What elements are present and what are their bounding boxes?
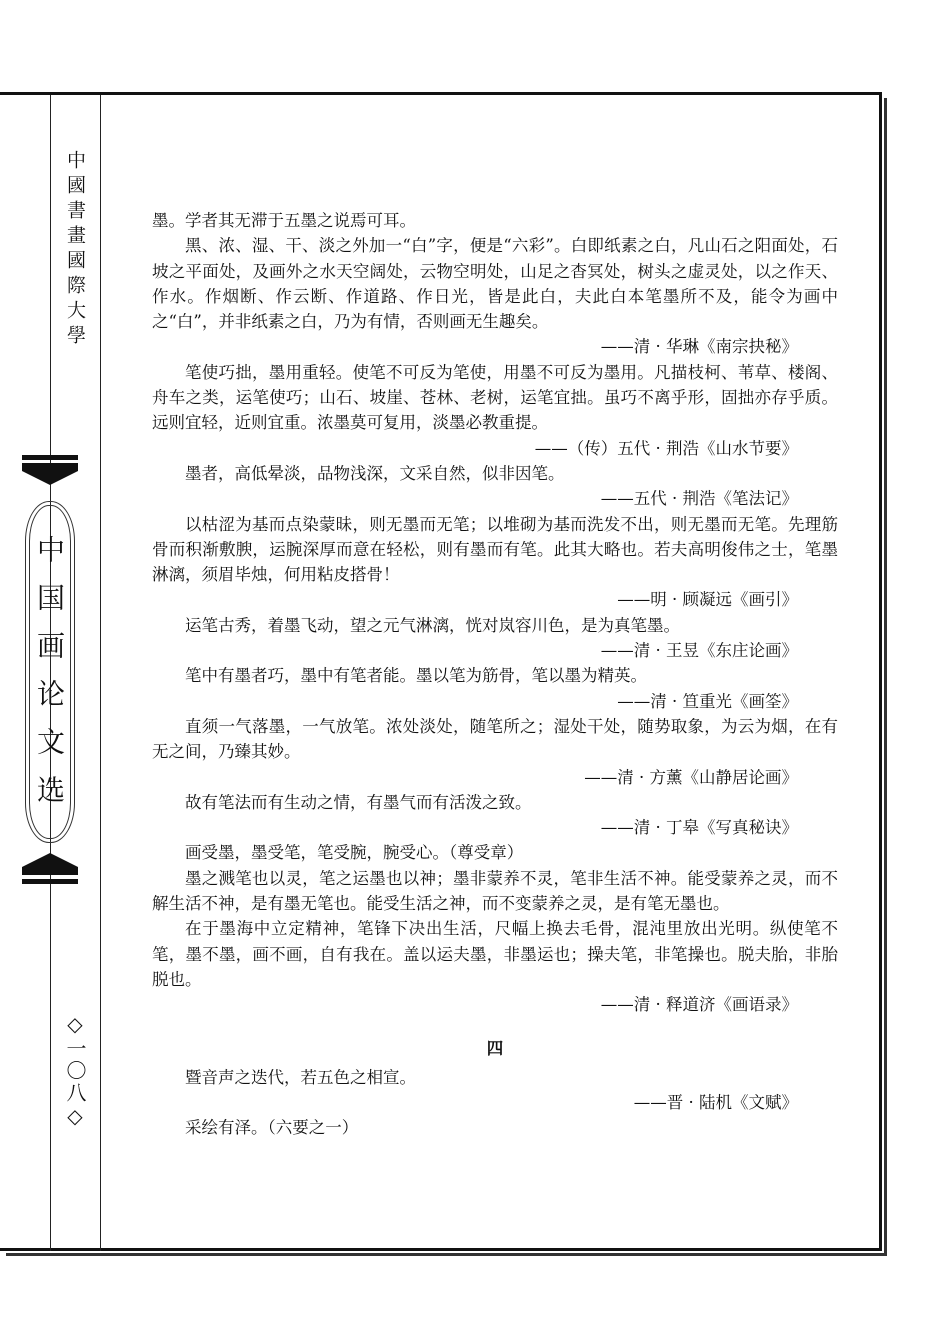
main-text <box>152 208 838 1141</box>
source-citation: ——五代 · 荆浩《笔法记》 <box>600 489 798 509</box>
frame-shadow-right <box>884 98 887 1256</box>
source-citation: ——（传）五代 · 荆浩《山水节要》 <box>534 438 798 458</box>
paragraph: 暨音声之迭代，若五色之相宣。 <box>185 1067 416 1087</box>
paragraph: 墨者，高低晕淡，品物浅深，文采自然，似非因笔。 <box>185 463 565 483</box>
paragraph: 黑、浓、湿、干、淡之外加一“白”字，便是“六彩”。白即纸素之白，凡山石之阳面处，石坡之平面处，及画外之水天空阔处，云物空明处，山足之杳冥处，树头之虚灵处，以之作天、作水。作烟断、作云断、作道路、作日光，皆是此白，夫此白本笔墨所不及，能令为画中之“白”，并非纸素之白，乃为有情，否则画无生趣矣。 <box>152 236 838 332</box>
source-citation: ——明 · 顾凝远《画引》 <box>617 590 798 610</box>
paragraph: 墨之溅笔也以灵，笔之运墨也以神；墨非蒙养不灵，笔非生活不神。能受蒙养之灵，而不解生活不神，是有墨无笔也。能受生活之神，而不变蒙养之灵，是有笔无墨也。 <box>152 868 838 914</box>
cartouche-bottom-chevron-icon <box>22 853 78 875</box>
paragraph: 以枯涩为基而点染蒙昧，则无墨而无笔；以堆砌为基而洗发不出，则无墨而无笔。先理筋骨而积渐敷腴，运腕深厚而意在轻松，则有墨而有笔。此其大略也。若夫高明俊伟之士，笔墨淋漓，须眉毕烛，何用粘皮搭骨！ <box>152 514 838 585</box>
frame-shadow-bottom <box>6 1253 887 1256</box>
paragraph: 笔使巧拙，墨用重轻。使笔不可反为笔使，用墨不可反为墨用。凡描枝柯、苇草、楼阁、舟车之类，运笔使巧；山石、坡崖、苍林、老树，运笔宜拙。虽巧不离乎形，固拙亦存乎质。远则宜轻，近则宜重。浓墨莫可复用，淡墨必教重提。 <box>152 362 838 433</box>
paragraph: 在于墨海中立定精神，笔锋下决出生活，尺幅上换去毛骨，混沌里放出光明。纵使笔不笔，墨不墨，画不画，自有我在。盖以运夫墨，非墨运也；操夫笔，非笔操也。脱夫胎，非胎脱也。 <box>152 919 838 989</box>
source-citation: ——清 · 华琳《南宗抉秘》 <box>600 337 798 357</box>
paragraph: 直须一气落墨，一气放笔。浓处淡处，随笔所之；湿处干处，随势取象，为云为烟，在有无之间，乃臻其妙。 <box>152 716 838 762</box>
source-citation: ——清 · 释道济《画语录》 <box>600 995 798 1015</box>
paragraph: 墨。学者其无滞于五墨之说焉可耳。 <box>152 211 416 230</box>
paragraph: 画受墨，墨受笔，笔受腕，腕受心。（尊受章） <box>185 843 524 863</box>
book-title: 中国画论文选 <box>33 535 66 823</box>
section-heading: 四 <box>486 1038 504 1058</box>
source-citation: ——清 · 王昱《东庄论画》 <box>600 641 798 661</box>
frame-top-rule <box>0 92 882 95</box>
spacer <box>152 1018 838 1030</box>
source-citation: ——晋 · 陆机《文赋》 <box>633 1093 798 1113</box>
source-citation: ——清 · 笪重光《画筌》 <box>617 691 798 711</box>
paragraph: 运笔古秀，着墨飞动，望之元气淋漓，恍对岚容川色，是为真笔墨。 <box>185 615 680 635</box>
frame-right-rule <box>879 92 882 1251</box>
cartouche-top-bar <box>22 455 78 460</box>
frame-bottom-rule <box>0 1248 882 1251</box>
source-citation: ——清 · 丁皋《写真秘诀》 <box>600 818 798 838</box>
source-citation: ——清 · 方薰《山静居论画》 <box>584 767 798 787</box>
paragraph: 笔中有墨者巧，墨中有笔者能。墨以笔为筋骨，笔以墨为精英。 <box>185 666 647 686</box>
cartouche-bottom-bar <box>22 879 78 884</box>
cartouche-top-chevron-icon <box>22 463 78 485</box>
margin-line-right <box>100 95 101 1251</box>
paragraph: 采绘有泽。（六要之一） <box>185 1118 359 1138</box>
university-name: 中國書畫國際大學 <box>64 150 86 350</box>
paragraph: 故有笔法而有生动之情，有墨气而有活泼之致。 <box>185 792 532 812</box>
page-number: ◇一〇八◇ <box>63 1012 87 1130</box>
